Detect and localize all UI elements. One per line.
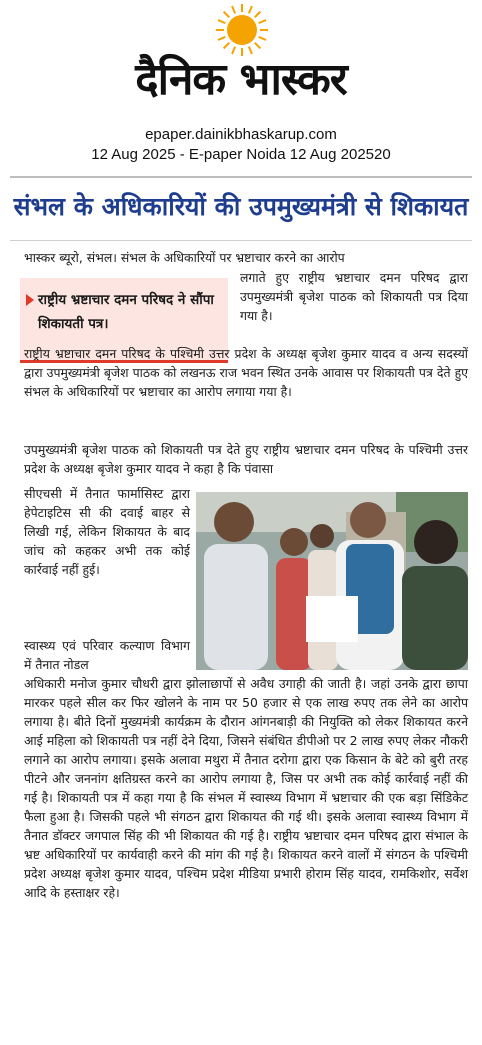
article-paragraph: उपमुख्यमंत्री बृजेश पाठक को शिकायती पत्र देते हुए राष्ट्रीय भ्रष्टाचार दमन परिषद के पश्चिमी उत्तर प्रदेश के अध्यक्ष बृजेश कुमार यादव ने कहा है कि पंवासा [24, 442, 468, 476]
newspaper-logo: दैनिक भास्कर [135, 54, 347, 105]
article-paragraph-left: सीएचसी में तैनात फार्मासिस्ट द्वारा हेपेटाइटिस सी की दवाई बाहर से लिखी गई, लेकिन शिकायत के बाद जांच को कहकर अभी तक कोई कार्रवाई नहीं हुई। [24, 486, 190, 577]
article-paragraph-right: लगाते हुए राष्ट्रीय भ्रष्टाचार दमन परिषद द्वारा उपमुख्यमंत्री बृजेश पाठक को शिकायती पत्र दिया गया है। [240, 270, 468, 323]
article-headline: संभल के अधिकारियों की उपमुख्यमंत्री से शिकायत [13, 192, 469, 221]
article-paragraph: राष्ट्रीय भ्रष्टाचार दमन परिषद के पश्चिमी उत्तर प्रदेश के अध्यक्ष बृजेश कुमार यादव व अन्य सदस्यों द्वारा उपमुख्यमंत्री बृजेश पाठक को लखनऊ राज भवन स्थित उनके आवास पर शिकायती पत्र देते हुए संभल के अधिकारियों पर भ्रष्टाचार का आरोप लगाया गया है। [24, 346, 468, 399]
epaper-url[interactable]: epaper.dainikbhaskarup.com [145, 126, 337, 143]
sun-logo-icon [216, 4, 268, 56]
article-paragraph: अधिकारी मनोज कुमार चौधरी द्वारा झोलाछापों से अवैध उगाही की जाती है। जहां उनके द्वारा छापा मारकर पहले सील कर फिर खोलने के नाम पर 50 हजार से एक लाख रुपए तक लेने का आरोप लगाया है। बीते दिनों मुख्यमंत्री कार्यक्रम के दौरान आंगनबाड़ी की नियुक्ति को लेकर शिकायत करने आई महिला को शिकायती पत्र नहीं देने दिया, जिसने संबंधित डीपीओ पर 2 लाख रुपए लेकर नौकरी लगाने का आरोप लगाया। इसके अलावा मथुरा में तैनात दरोगा द्वारा एक किसान के बेटे को बुरी तरह पीटने और जननांग क्षतिग्रस्त करने का आरोप लगाया है, जिस पर अभी तक कोई कार्रवाई नहीं की गई है। शिकायती पत्र में कहा गया है कि संभल में स्वास्थ्य विभाग में भ्रष्टाचार की एक बड़ा सिंडिकेट फैला हुआ है। जिसकी पहले भी संगठन द्वारा शिकायत की गई थी। इसके अलावा स्वास्थ्य विभाग में तैनात डॉक्टर जगपाल सिंह की भी शिकायत की गई है। राष्ट्रीय भ्रष्टाचार दमन परिषद द्वारा संभाल के भ्रष्ट अधिकारियों पर कार्यवाही करने की मांग की गई है। शिकायत करने वालों में संगठन के पश्चिमी प्रदेश अध्यक्ष बृजेश कुमार यादव, पश्चिम प्रदेश मीडिया प्रभारी होराम सिंह यादव, रामकिशोर, सर्वेश आदि के हस्ताक्षर रहे। [24, 676, 468, 900]
news-photo [196, 492, 468, 670]
callout-text: राष्ट्रीय भ्रष्टाचार दमन परिषद ने सौंपा शिकायती पत्र। [38, 292, 214, 332]
article-paragraph-left: स्वास्थ्य एवं परिवार कल्याण विभाग में तैनात नोडल [24, 638, 190, 672]
play-arrow-icon [26, 294, 34, 306]
headline-top-divider [10, 176, 472, 178]
headline-bottom-divider [10, 240, 472, 241]
article-intro: भास्कर ब्यूरो, संभल। संभल के अधिकारियों पर भ्रष्टाचार करने का आरोप [24, 250, 345, 265]
edition-line: 12 Aug 2025 - E-paper Noida 12 Aug 202520 [91, 146, 391, 163]
